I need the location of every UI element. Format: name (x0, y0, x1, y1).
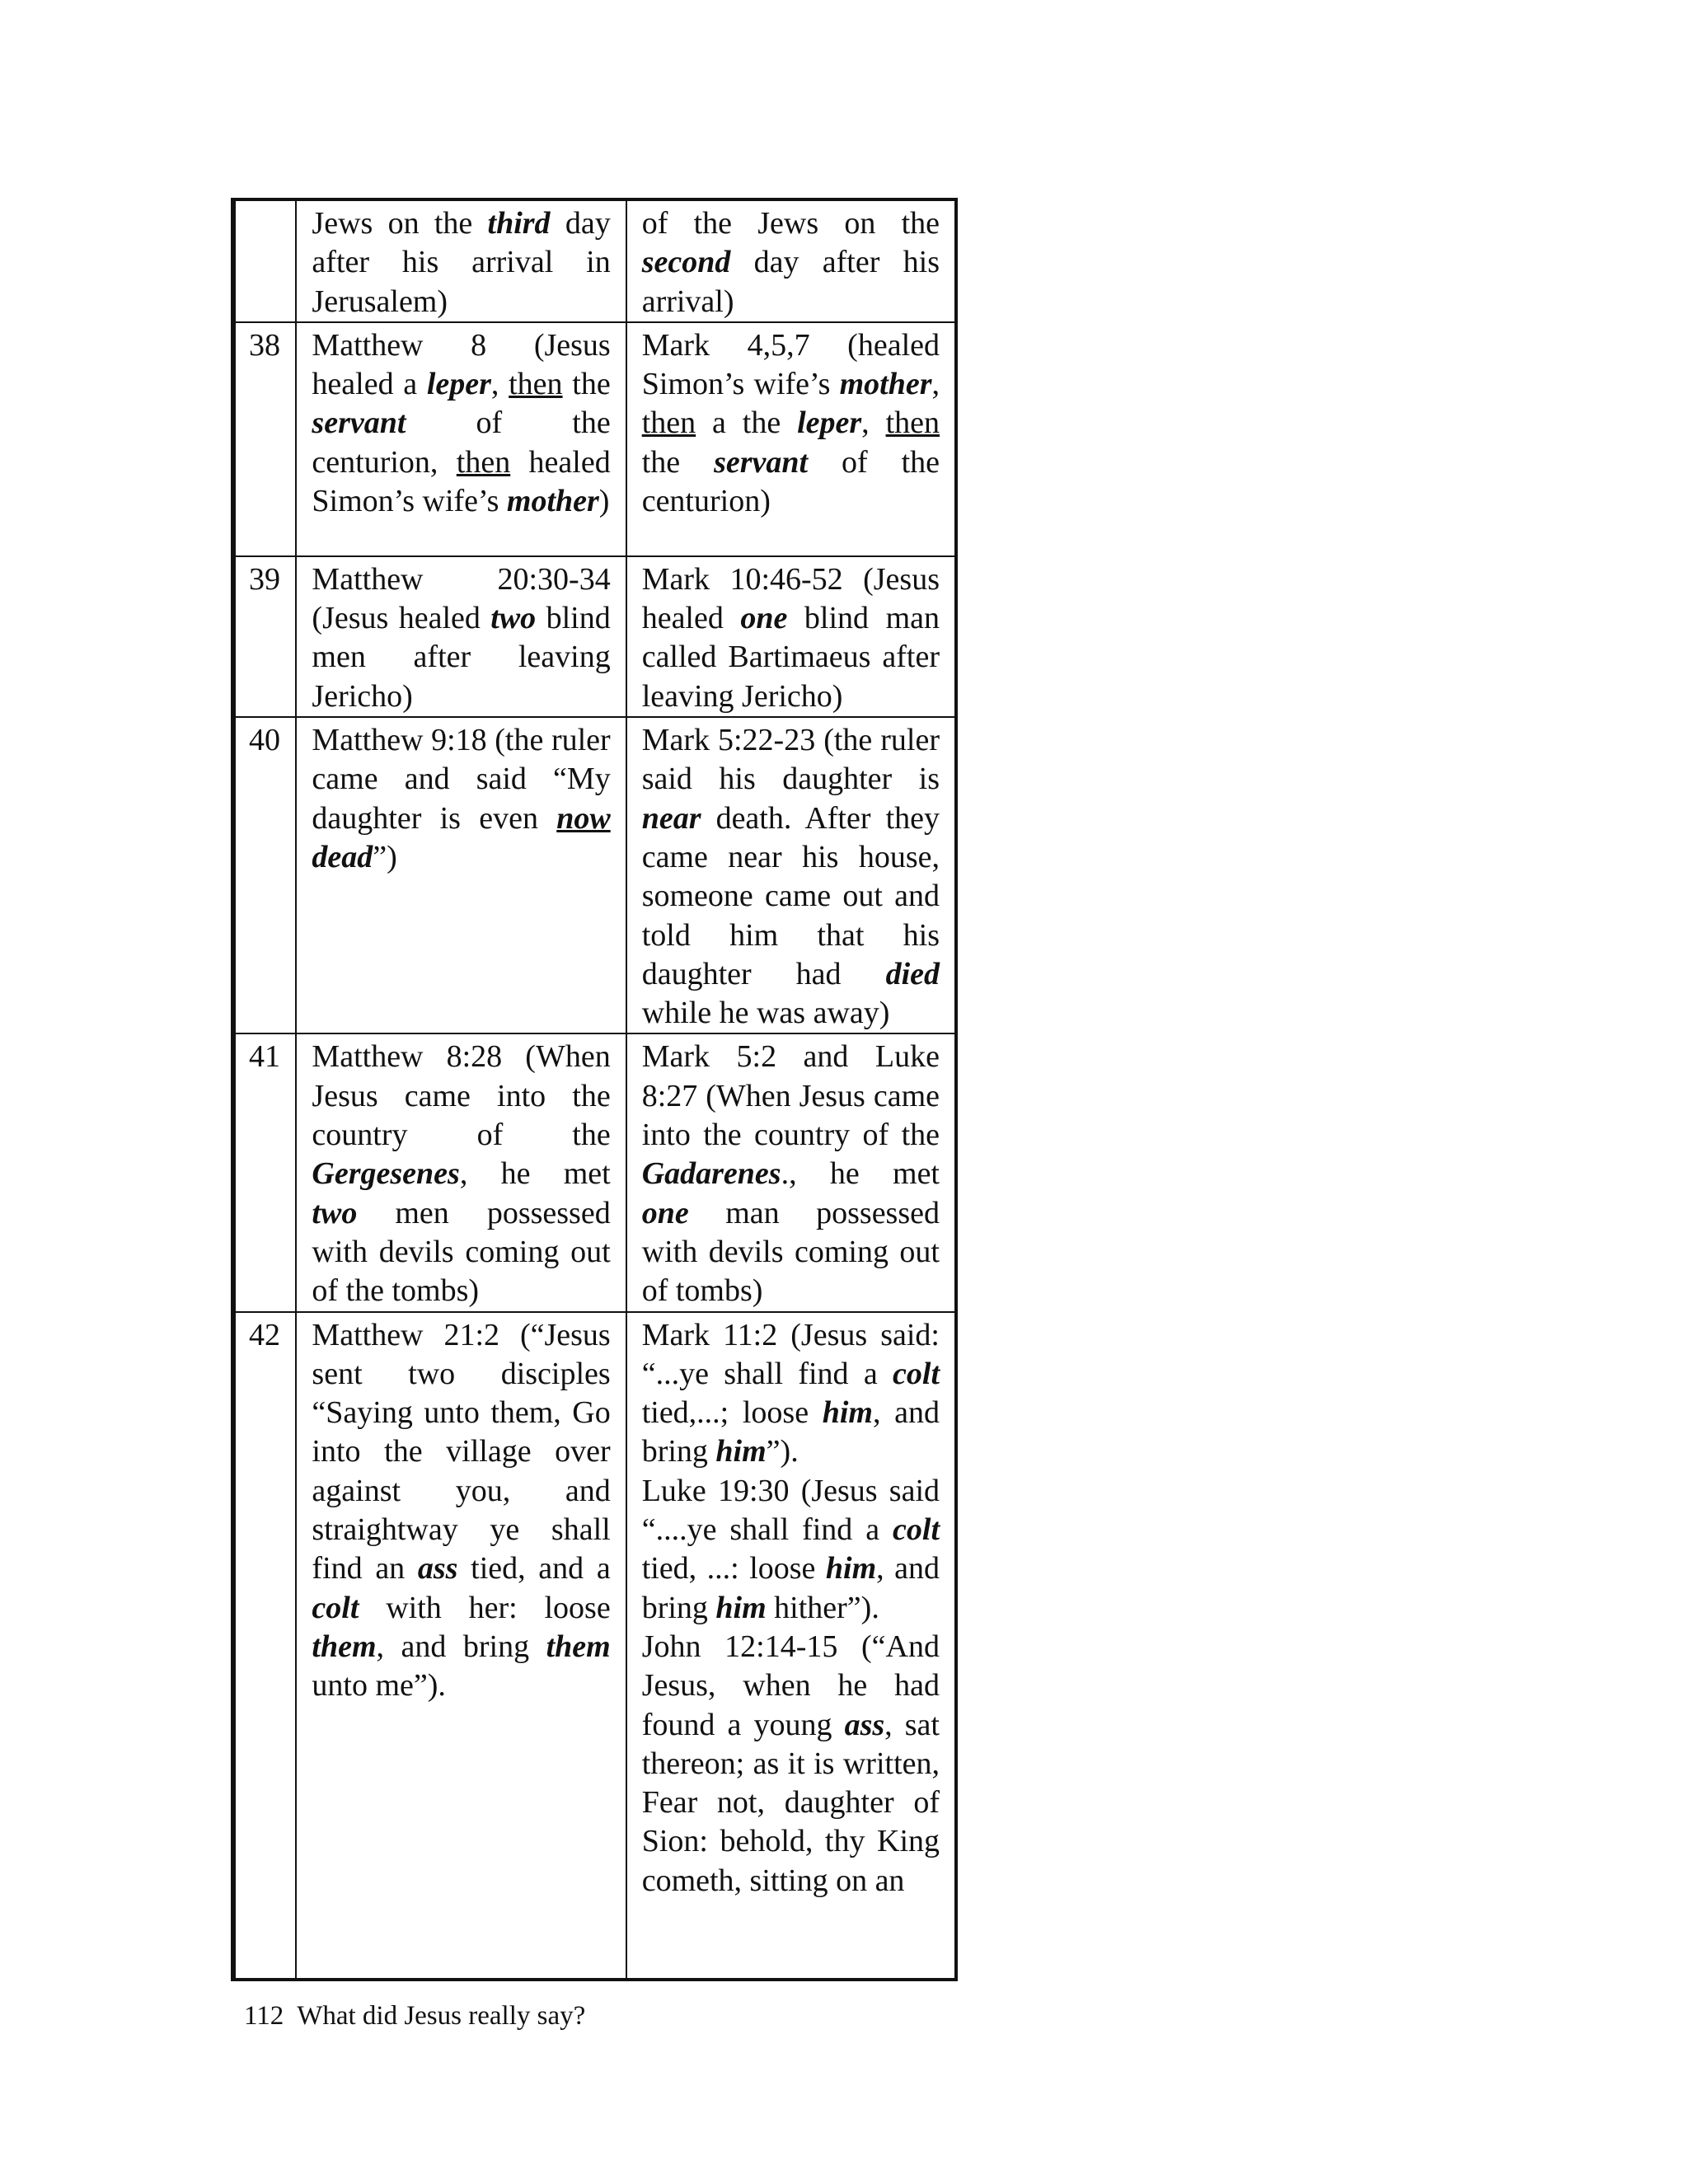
text-segment: Mark 5:2 and Luke 8:27 (When Jesus came into the country of the (641, 1039, 940, 1153)
row-number: 38 (233, 322, 296, 556)
text-segment: of the Jews on the (641, 206, 940, 241)
text-segment: then (885, 405, 940, 441)
text-segment: ”) (373, 839, 397, 874)
text-segment: , and bring (641, 1395, 940, 1469)
text-segment: , and bring (376, 1629, 546, 1664)
text-segment: Mark 11:2 (Jesus said: “...ye shall find a (641, 1317, 940, 1391)
text-segment: him (715, 1434, 767, 1469)
text-segment: Mark 10:46-52 (Jesus healed (641, 561, 940, 636)
text-segment: Luke 19:30 (Jesus said “....ye shall find a (641, 1473, 940, 1548)
text-segment: one (740, 601, 788, 636)
text-segment: while he was away) (641, 996, 890, 1031)
text-segment: the (562, 367, 611, 402)
text-segment: mother (506, 484, 599, 519)
text-segment: Matthew 20:30-34 (Jesus healed (312, 561, 611, 636)
row-number: 41 (233, 1033, 296, 1311)
row-number (233, 199, 296, 322)
text-segment: hither”). (766, 1590, 879, 1625)
text-segment: , (490, 367, 509, 402)
table-row (233, 199, 956, 322)
text-segment: day after his arrival in Jerusalem) (312, 206, 611, 319)
text-segment: Gergesenes (312, 1156, 460, 1192)
text-segment: near (641, 800, 701, 836)
text-segment: , (931, 367, 940, 402)
text-segment: blind man called Bartimaeus after leaving Jericho) (641, 601, 940, 714)
text-segment: Jews on the (312, 206, 488, 241)
text-segment: leper (797, 405, 862, 441)
matthew-cell (296, 1033, 626, 1311)
text-segment: , sat thereon; as it is written, Fear not, daughter of Sion: behold, thy King cometh, sitting on an (641, 1707, 940, 1898)
text-segment: man possessed with devils coming out of tombs) (641, 1195, 940, 1309)
text-segment: now (556, 800, 611, 836)
text-segment: blind men after leaving Jericho) (312, 601, 611, 714)
text-segment: servant (714, 444, 809, 480)
text-segment: him (822, 1395, 873, 1431)
text-segment: ., he met (781, 1156, 940, 1192)
text-segment: tied, and a (457, 1551, 611, 1586)
text-segment: of the centurion) (641, 444, 940, 519)
text-segment: unto me”). (312, 1668, 446, 1704)
text-segment: one (641, 1195, 689, 1230)
table-row (233, 556, 956, 717)
text-segment: two (312, 1195, 358, 1230)
table-row (233, 1312, 956, 1980)
text-segment: second (641, 245, 731, 280)
text-segment: the (641, 444, 715, 480)
text-segment: colt (893, 1356, 940, 1391)
matthew-cell (296, 1312, 626, 1980)
other-gospel-cell (626, 1033, 956, 1311)
text-segment: colt (312, 1590, 359, 1625)
text-segment: Matthew 8 (Jesus healed a (312, 327, 611, 402)
text-segment: Mark 4,5,7 (healed Simon’s wife’s (641, 327, 940, 402)
table-row (233, 717, 956, 1033)
text-segment: then (456, 444, 511, 480)
other-gospel-cell (626, 1312, 956, 1980)
text-segment: of the centurion, (312, 405, 611, 480)
text-segment: a the (696, 405, 798, 441)
page-footer (244, 2001, 585, 2032)
other-gospel-cell (626, 199, 956, 322)
other-gospel-cell (626, 556, 956, 717)
text-segment: day after his arrival) (641, 245, 940, 319)
text-segment: tied, ...: loose (641, 1551, 826, 1586)
table-row (233, 1033, 956, 1311)
text-segment: colt (893, 1512, 940, 1548)
matthew-cell (296, 322, 626, 556)
text-segment: him (825, 1551, 877, 1586)
row-number: 42 (233, 1312, 296, 1980)
book-title: What did Jesus really say? (297, 2001, 586, 2031)
text-segment: then (641, 405, 696, 441)
text-segment: men possessed with devils coming out of the tombs) (312, 1195, 611, 1309)
text-segment: ass (417, 1551, 458, 1586)
text-segment: mother (839, 367, 932, 402)
text-segment: , and bring (641, 1551, 940, 1625)
text-segment: them (546, 1629, 611, 1664)
text-segment: then (509, 367, 563, 402)
text-segment: Mark 5:22-23 (the ruler said his daughter is (641, 723, 940, 797)
row-number: 39 (233, 556, 296, 717)
comparison-table (231, 198, 958, 1981)
matthew-cell (296, 556, 626, 717)
text-segment: third (487, 206, 551, 241)
text-segment: Matthew 8:28 (When Jesus came into the country of the (312, 1039, 611, 1153)
text-segment: servant (312, 405, 406, 441)
text-segment: John 12:14-15 (“And Jesus, when he had found a young (641, 1629, 940, 1742)
row-number: 40 (233, 717, 296, 1033)
matthew-cell (296, 717, 626, 1033)
text-segment: , (861, 405, 886, 441)
text-segment: with her: loose (359, 1590, 611, 1625)
text-segment: died (885, 956, 940, 991)
matthew-cell (296, 199, 626, 322)
text-segment: death. After they came near his house, someone came out and told him that his daughter had (641, 800, 940, 991)
text-segment: , he met (459, 1156, 611, 1192)
text-segment: leper (426, 367, 491, 402)
text-segment: Gadarenes (641, 1156, 781, 1192)
text-segment: healed Simon’s wife’s (312, 444, 611, 519)
other-gospel-cell (626, 322, 956, 556)
text-segment: Matthew 9:18 (the ruler came and said “My daughter is even (312, 723, 611, 836)
text-segment: dead (312, 839, 373, 874)
other-gospel-cell (626, 717, 956, 1033)
text-segment: ass (844, 1707, 885, 1742)
text-segment: two (490, 601, 537, 636)
text-segment: tied,...; loose (641, 1395, 823, 1431)
text-segment: ”). (766, 1434, 799, 1469)
text-segment: ) (598, 484, 610, 519)
text-segment: him (715, 1590, 767, 1625)
text-segment: Matthew 21:2 (“Jesus sent two disciples “Saying unto them, Go into the village over against you, and straightway ye shall find an (312, 1317, 611, 1586)
table-row (233, 322, 956, 556)
page-number: 112 (244, 2001, 284, 2031)
text-segment: them (312, 1629, 377, 1664)
